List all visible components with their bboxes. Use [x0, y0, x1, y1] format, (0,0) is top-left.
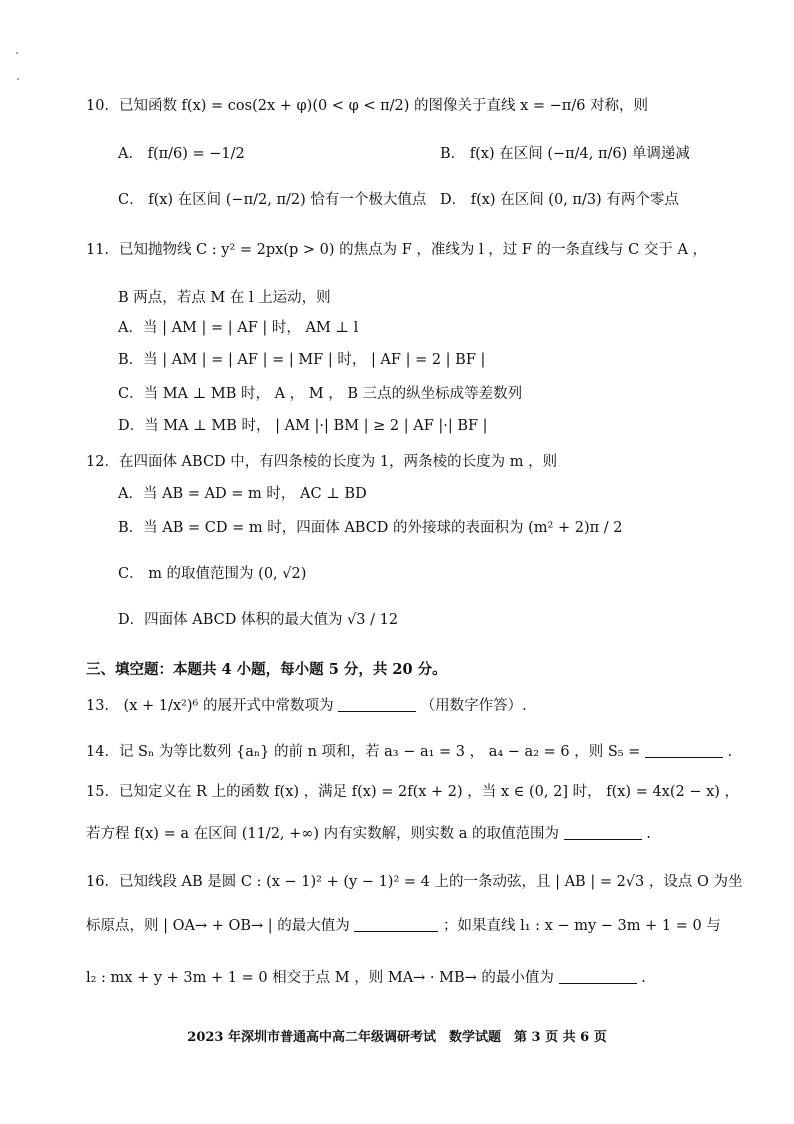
- q10-option-c: C． f(x) 在区间 (−π/2, π/2) 恰有一个极大值点: [118, 192, 427, 208]
- q16-text-2: l₂ : mx + y + 3m + 1 = 0 相交于点 M ，则 MA→ · MB→ 的最小值为: [86, 970, 554, 986]
- q11-option-c: C．当 MA ⊥ MB 时， A ， M ， B 三点的纵坐标成等差数列: [118, 386, 523, 402]
- q12-option-c: C． m 的取值范围为 (0, √2): [118, 566, 307, 582]
- q16-text-tail: .: [641, 970, 646, 986]
- q12-stem: 12．在四面体 ABCD 中，有四条棱的长度为 1，两条棱的长度为 m ，则: [86, 454, 558, 470]
- q10-option-d: D． f(x) 在区间 (0, π/3) 有两个零点: [440, 192, 679, 208]
- q10-stem: 10．已知函数 f(x) = cos(2x + φ)(0 < φ < π/2) 的图像关于直线 x = −π/6 对称，则: [86, 98, 649, 114]
- q14-text-tail: .: [727, 744, 733, 760]
- q12-option-d: D．四面体 ABCD 体积的最大值为 √3 / 12: [118, 612, 399, 628]
- page-footer: 2023 年深圳市普通高中高二年级调研考试 数学试题 第 3 页 共 6 页: [187, 1030, 607, 1045]
- q15-answer-blank[interactable]: [564, 825, 642, 840]
- q10-option-b: B． f(x) 在区间 (−π/4, π/6) 单调递减: [440, 146, 690, 162]
- scan-speck: [17, 78, 19, 80]
- q12-option-b: B．当 AB = CD = m 时，四面体 ABCD 的外接球的表面积为 (m² + 2)π / 2: [118, 520, 623, 536]
- q11-stem-line2: B 两点，若点 M 在 l 上运动，则: [118, 290, 331, 306]
- q15-text-tail: .: [646, 826, 651, 842]
- q13: [86, 696, 527, 716]
- q14: [86, 742, 732, 762]
- q13-text-tail: （用数字作答）.: [420, 698, 527, 714]
- q13-text: 13． (x + 1/x²)⁶ 的展开式中常数项为: [86, 698, 334, 714]
- q13-answer-blank[interactable]: [338, 697, 416, 712]
- q16-answer-blank-2[interactable]: [559, 969, 637, 984]
- q12-option-a: A．当 AB = AD = m 时， AC ⊥ BD: [118, 486, 367, 502]
- q14-answer-blank[interactable]: [645, 743, 723, 758]
- q16-line3: [86, 968, 646, 988]
- q15-line1: 15．已知定义在 R 上的函数 f(x) ，满足 f(x) = 2f(x + 2) ，当 x ∈ (0, 2] 时， f(x) = 4x(2 − x) ，: [86, 784, 740, 800]
- q11-option-b: B．当 | AM | = | AF | = | MF | 时， | AF | = 2 | BF |: [118, 352, 486, 368]
- q16-text-mid: ；如果直线 l₁ : x − my − 3m + 1 = 0 与: [443, 918, 721, 934]
- q16-text: 标原点，则 | OA→ + OB→ | 的最大值为: [86, 918, 350, 934]
- q11-stem-line1: 11．已知抛物线 C : y² = 2px(p > 0) 的焦点为 F ，准线为 l ，过 F 的一条直线与 C 交于 A ，: [86, 242, 708, 258]
- q16-line1: 16．已知线段 AB 是圆 C : (x − 1)² + (y − 1)² = 4 上的一条动弦，且 | AB | = 2√3 ，设点 O 为坐: [86, 874, 743, 890]
- q16-line2: [86, 916, 721, 936]
- q14-text: 14．记 Sₙ 为等比数列 {aₙ} 的前 n 项和，若 a₃ − a₁ = 3 ， a₄ − a₂ = 6 ，则 S₅ =: [86, 744, 641, 760]
- section-3-heading: 三、填空题：本题共 4 小题，每小题 5 分，共 20 分。: [86, 661, 447, 678]
- q11-option-d: D．当 MA ⊥ MB 时， | AM |·| BM | ≥ 2 | AF |·| BF |: [118, 418, 488, 434]
- q15-text: 若方程 f(x) = a 在区间 (11/2, +∞) 内有实数解，则实数 a 的取值范围为: [86, 826, 559, 842]
- scan-speck: [16, 52, 18, 54]
- q10-option-a: A． f(π/6) = −1/2: [118, 146, 245, 162]
- q11-option-a: A．当 | AM | = | AF | 时， AM ⊥ l: [118, 320, 359, 336]
- q15-line2: [86, 824, 651, 844]
- q16-answer-blank-1[interactable]: [354, 917, 438, 932]
